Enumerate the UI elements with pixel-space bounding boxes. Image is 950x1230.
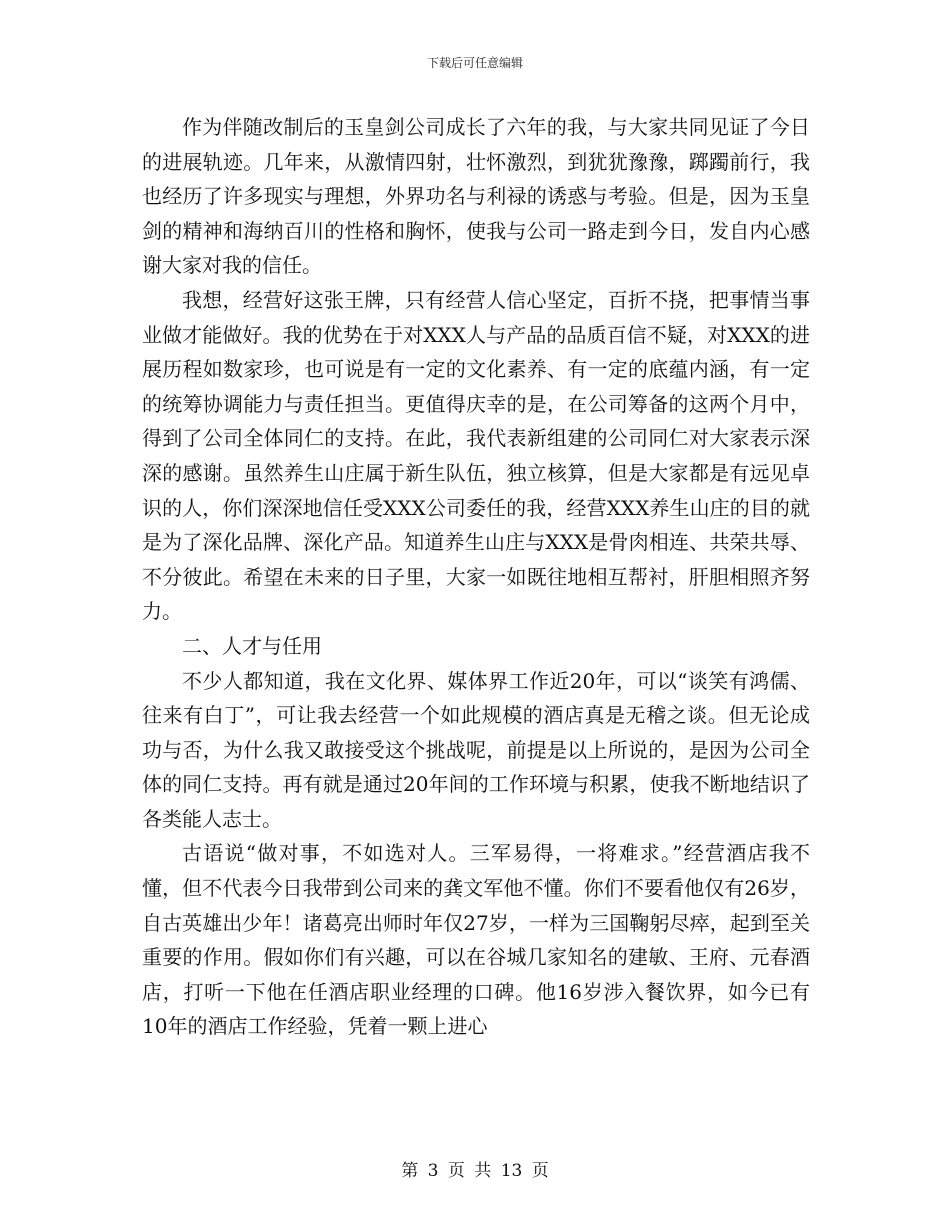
page-header: 下载后可任意编辑: [426, 56, 523, 70]
page-number: 第 3 页 共 13 页: [401, 1161, 549, 1181]
paragraph-media-background: 不少人都知道，我在文化界、媒体界工作近20年，可以“谈笑有鸿儒、往来有白丁”，可让我去经营一个如此规模的酒店真是无稽之谈。但无论成功与否，为什么我又敢接受这个挑战呢，前提是以上所说的，是因为公司全体的同仁支持。再有就是通过20年间的工作环境与积累，使我不断地结识了各类能人志士。: [142, 668, 810, 831]
paragraph-growth-with-company: 作为伴随改制后的玉皇剑公司成长了六年的我，与大家共同见证了今日的进展轨迹。几年来，从激情四射，壮怀激烈，到犹犹豫豫，踯躅前行，我也经历了许多现实与理想，外界功名与利禄的诱惑与考验。但是，因为玉皇剑的精神和海纳百川的性格和胸怀，使我与公司一路走到今日，发自内心感谢大家对我的信任。: [142, 115, 810, 278]
paragraph-managing-the-brand: 我想，经营好这张王牌，只有经营人信心坚定，百折不挠，把事情当事业做才能做好。我的优势在于对XXX人与产品的品质百信不疑，对XXX的进展历程如数家珍，也可说是有一定的文化素养、有一定的底蕴内涵，有一定的统筹协调能力与责任担当。更值得庆幸的是，在公司筹备的这两个月中，得到了公司全体同仁的支持。在此，我代表新组建的公司同仁对大家表示深深的感谢。虽然养生山庄属于新生队伍，独立核算，但是大家都是有远见卓识的人，你们深深地信任受XXX公司委任的我，经营XXX养生山庄的目的就是为了深化品牌、深化产品。知道养生山庄与XXX是骨肉相连、共荣共辱、不分彼此。希望在未来的日子里，大家一如既往地相互帮衬，肝胆相照齐努力。: [142, 287, 810, 624]
document-body: [142, 110, 810, 1044]
section-heading-talent: 二、人才与任用: [182, 633, 322, 658]
paragraph-choosing-people: 古语说“做对事，不如选对人。三军易得，一将难求。”经营酒店我不懂，但不代表今日我带到公司来的龚文军他不懂。你们不要看他仅有26岁，自古英雄出少年！诸葛亮出师时年仅27岁，一样为三国鞠躬尽瘁，起到至关重要的作用。假如你们有兴趣，可以在谷城几家知名的建敏、王府、元春酒店，打听一下他在任酒店职业经理的口碑。他16岁涉入餐饮界，如今已有10年的酒店工作经验，凭着一颗上进心: [142, 841, 810, 1039]
